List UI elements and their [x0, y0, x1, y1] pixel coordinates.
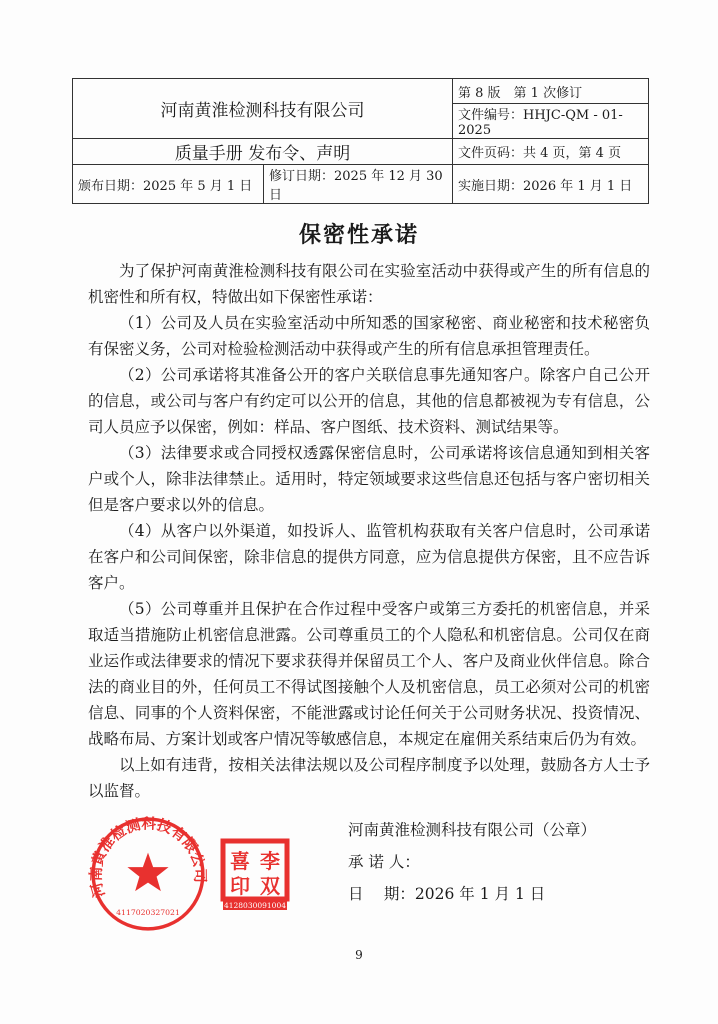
version: 第 8 版 第 1 次修订: [453, 79, 649, 104]
page-count: 文件页码：共 4 页，第 4 页: [453, 139, 649, 165]
document-title: 保密性承诺: [298, 222, 419, 248]
effective-date: 实施日期：2026 年 1 月 1 日: [453, 165, 649, 204]
body-text: [88, 258, 650, 804]
svg-text:印: 印: [230, 874, 250, 898]
paragraph: 以上如有违背，按相关法律法规以及公司程序制度予以处理，鼓励各方人士予以监督。: [88, 756, 650, 800]
paragraph: 为了保护河南黄淮检测科技有限公司在实验室活动中获得或产生的所有信息的机密性和所有权，特做出如下保密性承诺：: [88, 262, 650, 306]
issue-date: 颁布日期：2025 年 5 月 1 日: [73, 165, 264, 204]
svg-text:河南黄淮检测科技有限公司: 河南黄淮检测科技有限公司: [88, 815, 208, 900]
seals: [88, 814, 328, 934]
personal-seal: [220, 838, 290, 910]
header-table: [72, 78, 649, 204]
signature-lines: [328, 814, 650, 910]
revise-date: 修订日期：2025 年 12 月 30 日: [264, 165, 453, 204]
page-number: 9: [355, 948, 363, 962]
paragraph: （1）公司及人员在实验室活动中所知悉的国家秘密、商业秘密和技术秘密负有保密义务，公司对检验检测活动中获得或产生的所有信息承担管理责任。: [88, 314, 650, 358]
signature-company: 河南黄淮检测科技有限公司（公章）: [348, 821, 597, 839]
signature-area: [88, 814, 650, 934]
company-name: 河南黄淮检测科技有限公司: [73, 79, 453, 139]
paragraph: （3）法律要求或合同授权透露保密信息时，公司承诺将该信息通知到相关客户或个人，除非法律禁止。适用时，特定领域要求这些信息还包括与客户密切相关但是客户要求以外的信息。: [88, 444, 650, 514]
paragraph: （2）公司承诺将其准备公开的客户关联信息事先通知客户。除客户自己公开的信息，或公司与客户有约定可以公开的信息，其他的信息都被视为专有信息，公司人员应予以保密，例如：样品、客户图纸、技术资料、测试结果等。: [88, 366, 650, 436]
paragraph: （5）公司尊重并且保护在合作过程中受客户或第三方委托的机密信息，并采取适当措施防止机密信息泄露。公司尊重员工的个人隐私和机密信息。公司仅在商业运作或法律要求的情况下要求获得并保留员工个人、客户及商业伙伴信息。除合法的商业目的外，任何员工不得试图接触个人及机密信息，员工必须对公司的机密信息、同事的个人资料保密，不能泄露或讨论任何关于公司财务状况、投资情况、战略布局、方案计划或客户情况等敏感信息，本规定在雇佣关系结束后仍为有效。: [88, 600, 650, 748]
doc-number: 文件编号：HHJC-QM - 01-2025: [453, 104, 649, 139]
company-seal: [88, 814, 208, 934]
svg-text:4128030091004: 4128030091004: [223, 901, 287, 910]
paragraph: （4）从客户以外渠道，如投诉人、监管机构获取有关客户信息时，公司承诺在客户和公司间保密，除非信息的提供方同意，应为信息提供方保密，且不应告诉客户。: [88, 522, 650, 592]
manual-title: 质量手册 发布令、声明: [73, 139, 453, 165]
signature-promiser: 承 诺 人：: [348, 853, 420, 871]
svg-text:李: 李: [260, 849, 280, 873]
svg-text:双: 双: [260, 874, 280, 898]
signature-date: 日 期：2026 年 1 月 1 日: [348, 885, 546, 903]
svg-text:喜: 喜: [230, 849, 250, 873]
svg-text:4117020327021: 4117020327021: [116, 908, 180, 918]
